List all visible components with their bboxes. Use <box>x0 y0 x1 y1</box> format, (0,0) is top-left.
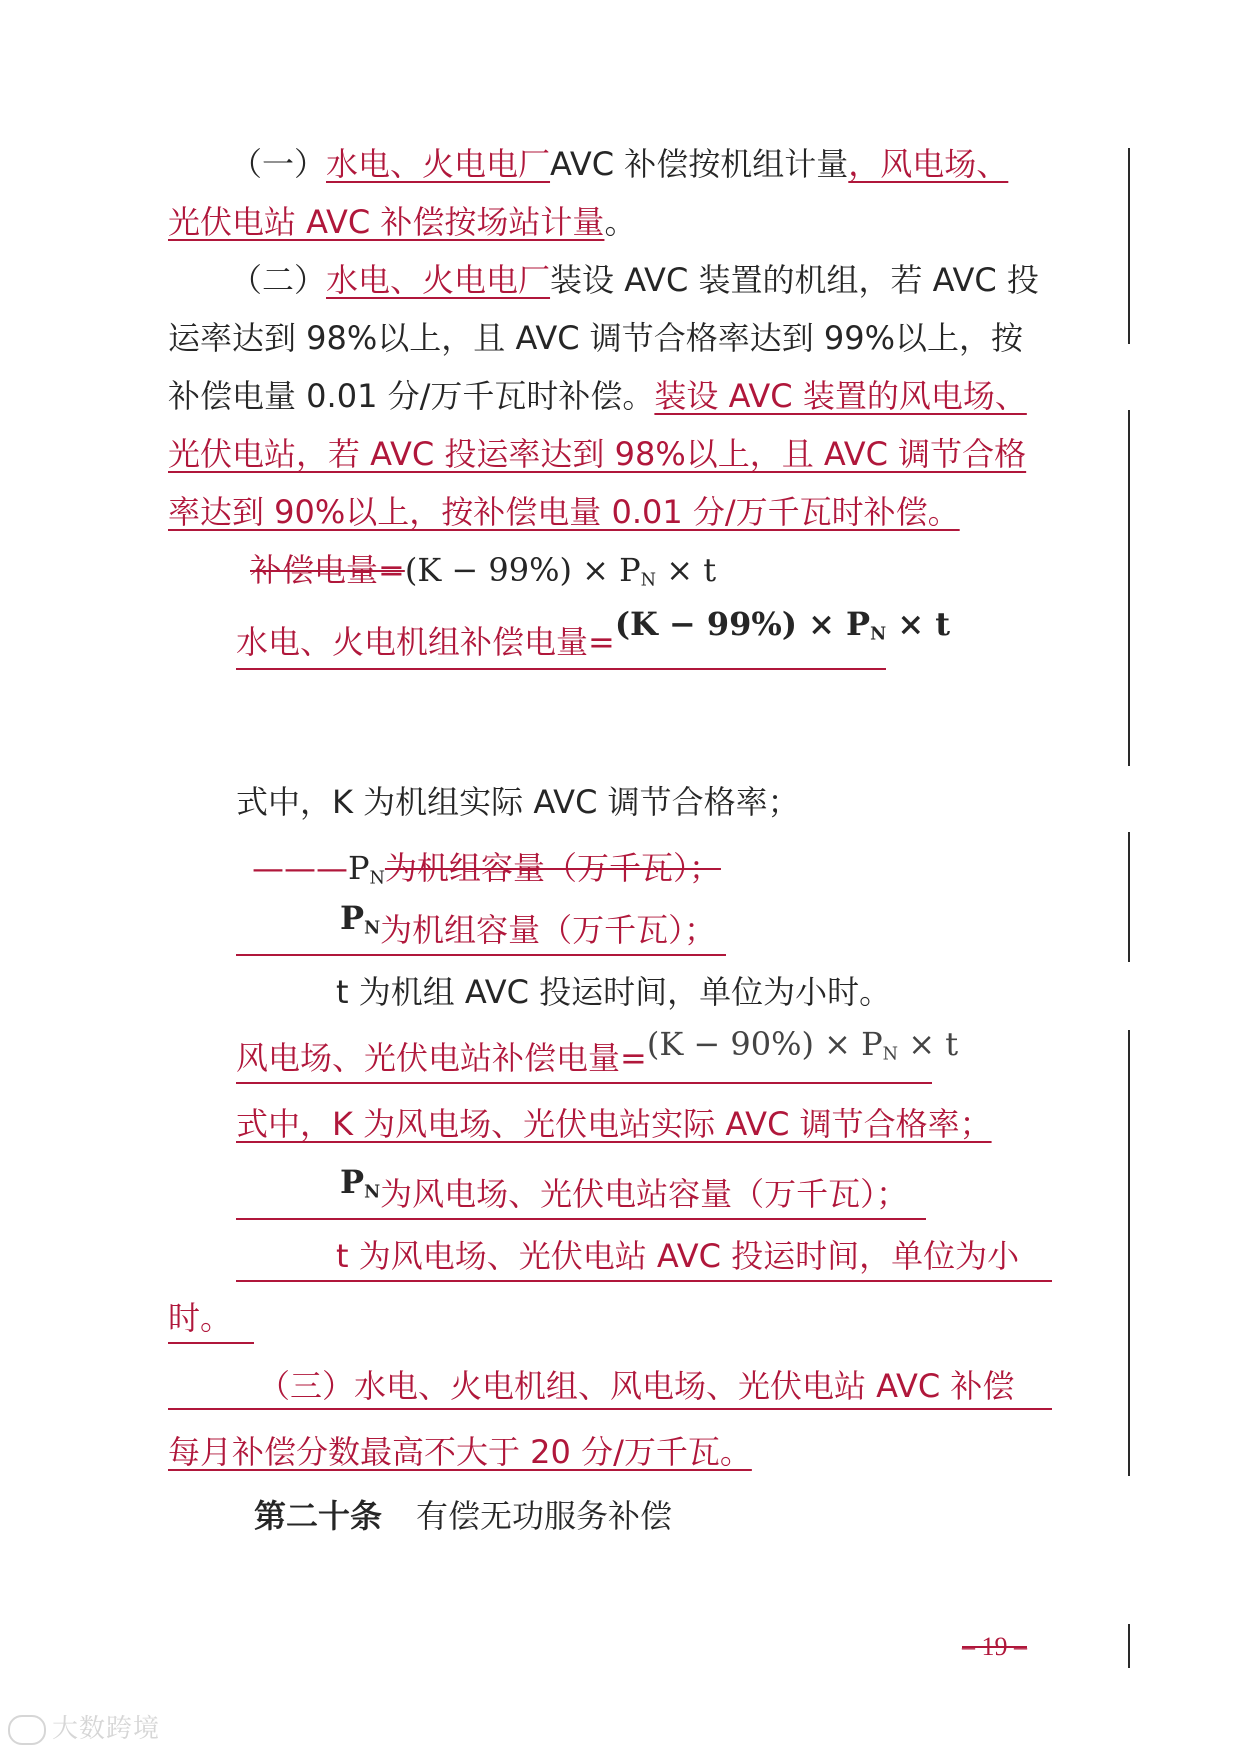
def-pn-old-text: 为机组容量（万千瓦）； <box>384 849 721 887</box>
formula-hydro-expr-a: (K − 99%) × P <box>614 605 871 643</box>
para2-l1-rest: 装设 AVC 装置的机组，若 AVC 投 <box>550 261 1039 299</box>
para1-red-a: 水电、火电电厂 <box>326 145 551 183</box>
formula-hydro-label: 水电、火电机组补偿电量= <box>236 623 615 661</box>
def-pn-old-sub: N <box>369 868 385 889</box>
para1-line2-red: 光伏电站 AVC 补偿按场站计量 <box>168 203 605 241</box>
para1-line2-end: 。 <box>604 203 637 241</box>
def-k-wind: 式中，K 为风电场、光伏电站实际 AVC 调节合格率； <box>236 1105 992 1143</box>
formula-old-expr-b: × t <box>656 551 717 589</box>
formula-old-label: 补偿电量= <box>250 551 405 589</box>
para2-line2: 运率达到 98%以上，且 AVC 调节合格率达到 99%以上，按 <box>168 319 1024 357</box>
page-number <box>962 1632 1027 1662</box>
def-t-wind-underline2 <box>168 1342 254 1344</box>
formula-hydro <box>236 605 951 674</box>
def-pn-wind-underline <box>236 1218 926 1220</box>
formula-wind-label: 风电场、光伏电站补偿电量= <box>236 1039 647 1077</box>
para2-red-a: 水电、火电电厂 <box>326 261 551 299</box>
formula-old-expr-a: (K − 99%) × P <box>404 551 641 589</box>
def-pn-new-underline <box>236 954 726 956</box>
watermark-text: 大数跨境 <box>52 1714 161 1744</box>
para1-line2 <box>168 200 636 244</box>
para2-line3 <box>168 374 1027 418</box>
formula-hydro-sub: N <box>870 623 887 645</box>
para1-prefix: （一） <box>230 145 327 183</box>
formula-hydro-expr <box>615 605 950 643</box>
watermark <box>8 1708 160 1745</box>
def-pn-new-text: 为机组容量（万千瓦）； <box>380 911 717 949</box>
formula-wind-underline <box>236 1082 932 1084</box>
def-pn-new-sub: N <box>364 917 381 939</box>
para2-prefix: （二） <box>230 261 327 299</box>
def-pn-new-sym-letter: P <box>340 899 365 937</box>
para1-red-b: ，风电场、 <box>848 145 1009 183</box>
watermark-logo-icon <box>8 1715 46 1745</box>
para2-l3-black: 补偿电量 0.01 分/万千瓦时补偿。 <box>168 377 655 415</box>
formula-hydro-underline <box>236 668 886 670</box>
def-pn-wind-sym-letter: P <box>340 1163 365 1201</box>
change-bar-5 <box>1128 1624 1130 1668</box>
article-number: 第二十条 <box>254 1497 383 1535</box>
change-bar-1 <box>1128 148 1130 344</box>
change-bar-2 <box>1128 410 1130 766</box>
change-bar-3 <box>1128 832 1130 962</box>
page-number-text: – 19 – <box>962 1632 1027 1661</box>
para1-line1 <box>230 142 1008 186</box>
def-pn-old-dash: ——— <box>252 849 348 887</box>
article-heading <box>254 1494 672 1538</box>
formula-old <box>250 548 716 602</box>
formula-wind-expr-a: (K − 90%) × P <box>646 1025 883 1063</box>
def-pn-wind-sym <box>340 1163 380 1201</box>
para3-underline1 <box>168 1408 1052 1410</box>
formula-wind-expr-b: × t <box>898 1025 959 1063</box>
formula-old-sub: N <box>640 570 657 591</box>
def-k: 式中，K 为机组实际 AVC 调节合格率； <box>236 783 800 821</box>
change-bar-4 <box>1128 1030 1130 1476</box>
para2-line1 <box>230 258 1039 302</box>
para2-line5: 率达到 90%以上，按补偿电量 0.01 分/万千瓦时补偿。 <box>168 493 960 531</box>
formula-wind-sub: N <box>882 1044 899 1065</box>
def-t: t 为机组 AVC 投运时间，单位为小时。 <box>336 973 892 1011</box>
def-pn-wind-sub: N <box>364 1181 381 1203</box>
article-title: 有偿无功服务补偿 <box>416 1497 673 1535</box>
def-pn-old <box>252 846 721 900</box>
def-t-wind-line1: t 为风电场、光伏电站 AVC 投运时间，单位为小 <box>336 1237 1020 1275</box>
para1-mid: AVC 补偿按机组计量 <box>550 145 849 183</box>
para2-line4: 光伏电站，若 AVC 投运率达到 98%以上，且 AVC 调节合格 <box>168 435 1027 473</box>
para2-l3-red: 装设 AVC 装置的风电场、 <box>654 377 1027 415</box>
def-t-wind-line2: 时。 <box>168 1299 233 1337</box>
def-pn-wind-text: 为风电场、光伏电站容量（万千瓦）； <box>380 1175 909 1213</box>
def-pn-old-sym: P <box>348 849 370 887</box>
formula-wind-expr <box>647 1025 958 1063</box>
para3-line1: （三）水电、火电机组、风电场、光伏电站 AVC 补偿 <box>258 1367 1015 1405</box>
formula-hydro-expr-b: × t <box>886 605 951 643</box>
def-pn-new-sym <box>340 899 380 937</box>
def-t-wind-underline1 <box>236 1280 1052 1282</box>
para3-line2: 每月补偿分数最高不大于 20 分/万千瓦。 <box>168 1433 752 1471</box>
